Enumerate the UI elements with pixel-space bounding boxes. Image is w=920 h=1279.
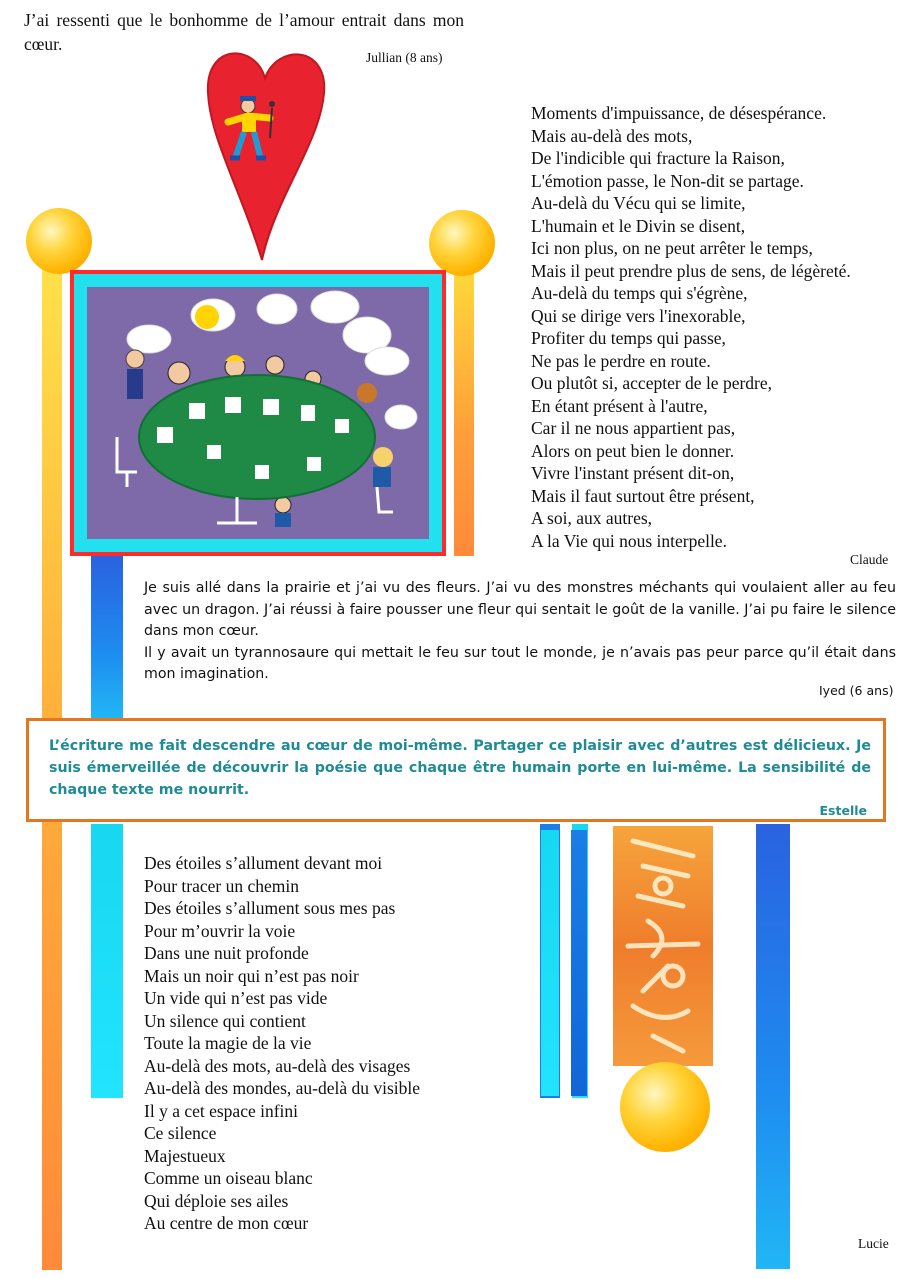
poem-line: Pour m’ouvrir la voie bbox=[144, 920, 296, 941]
poem-line: Au centre de mon cœur bbox=[144, 1213, 309, 1233]
poem-line: Ici non plus, on ne peut arrêter le temps, bbox=[531, 238, 813, 258]
drawing-frame-cyan-inner bbox=[87, 287, 429, 539]
poem-line: Qui se dirige vers l'inexorable, bbox=[531, 305, 746, 326]
claude-author: Claude bbox=[850, 552, 889, 567]
poem-line: Vivre l'instant présent dit-on, bbox=[531, 463, 735, 483]
julien-quote: J’ai ressenti que le bonhomme de l’amour entrait dans mon cœur. bbox=[24, 10, 464, 54]
lucie-author: Lucie bbox=[858, 1236, 889, 1251]
iyed-text bbox=[144, 578, 896, 686]
banner-letters-art bbox=[613, 826, 713, 1066]
cyan-bar-lower bbox=[91, 824, 123, 1098]
poem-line: A soi, aux autres, bbox=[531, 508, 653, 528]
poem-line: Un silence qui contient bbox=[144, 1010, 306, 1031]
poem-line: Comme un oiseau blanc bbox=[144, 1168, 313, 1188]
poem-line: Au-delà des mots, au-delà des visages bbox=[144, 1055, 411, 1076]
poem-line: Toute la magie de la vie bbox=[144, 1033, 312, 1053]
poem-line: Car il ne nous appartient pas, bbox=[531, 418, 736, 438]
poem-line: A la Vie qui nous interpelle. bbox=[531, 530, 727, 551]
poem-line: L'émotion passe, le Non-dit se partage. bbox=[531, 170, 804, 191]
heart-shape bbox=[208, 53, 324, 260]
poem-line: Ou plutôt si, accepter de le perdre, bbox=[531, 373, 773, 393]
lucie-poem bbox=[144, 852, 524, 1235]
right-gradient-bar bbox=[454, 250, 474, 556]
poem-line: Au-delà des mondes, au-delà du visible bbox=[144, 1078, 421, 1098]
orange-letter-banner bbox=[613, 826, 713, 1066]
poem-line: En étant présent à l'autre, bbox=[531, 395, 708, 416]
julien-author: Jullian (8 ans) bbox=[366, 50, 443, 65]
poem-line: Des étoiles s’allument sous mes pas bbox=[144, 898, 396, 918]
poem-line: De l'indicible qui fracture la Raison, bbox=[531, 148, 785, 168]
poem-line: Mais au-delà des mots, bbox=[531, 125, 693, 146]
estelle-box bbox=[26, 718, 886, 822]
claude-poem bbox=[531, 102, 911, 552]
estelle-author: Estelle bbox=[819, 803, 867, 818]
bottom-gold-ball bbox=[620, 1062, 710, 1152]
poem-line: Mais il peut prendre plus de sens, de légèreté. bbox=[531, 260, 851, 281]
estelle-text: L’écriture me fait descendre au cœur de moi-même. Partager ce plaisir avec d’autres est délicieux. Je suis émerveillée de découvrir la poésie que chaque être humain porte en lui-même. La sensibilité de chaque texte me nourrit. bbox=[49, 738, 871, 798]
poem-line: Au-delà du temps qui s'égrène, bbox=[531, 283, 748, 303]
poem-line: Ce silence bbox=[144, 1123, 217, 1143]
poem-line: Mais un noir qui n’est pas noir bbox=[144, 965, 359, 986]
poem-line: Des étoiles s’allument devant moi bbox=[144, 853, 383, 873]
blue-bar-right bbox=[756, 824, 790, 1269]
right-gold-ball bbox=[429, 210, 495, 276]
green-table bbox=[139, 375, 375, 499]
drawing-frame-red bbox=[70, 270, 446, 556]
blue-bar-upper bbox=[91, 556, 123, 718]
poem-line: Alors on peut bien le donner. bbox=[531, 440, 735, 461]
poem-line: Qui déploie ses ailes bbox=[144, 1190, 289, 1211]
blue-bar-thin bbox=[571, 830, 587, 1096]
poem-line: Il y a cet espace infini bbox=[144, 1100, 299, 1121]
poem-line: Un vide qui n’est pas vide bbox=[144, 988, 328, 1008]
poem-line: Majestueux bbox=[144, 1145, 226, 1166]
poem-line: Mais il faut surtout être présent, bbox=[531, 485, 755, 506]
iyed-author: Iyed (6 ans) bbox=[819, 683, 894, 698]
table-drawing bbox=[87, 287, 429, 539]
iyed-paragraph-1: Je suis allé dans la prairie et j’ai vu des fleurs. J’ai vu des monstres méchants qui voulaient aller au feu avec un dragon. J’ai réussi à faire pousser une fleur qui sentait le goût de la vanille. J’ai pu faire le silence dans mon cœur. bbox=[144, 580, 896, 639]
left-gold-ball bbox=[26, 208, 92, 274]
poem-line: L'humain et le Divin se disent, bbox=[531, 215, 746, 236]
poem-line: Profiter du temps qui passe, bbox=[531, 328, 726, 348]
heart-drawing bbox=[200, 38, 330, 262]
poem-line: Moments d'impuissance, de désespérance. bbox=[531, 103, 827, 123]
poem-line: Pour tracer un chemin bbox=[144, 875, 300, 896]
cyan-bar-thin bbox=[541, 830, 559, 1096]
poem-line: Ne pas le perdre en route. bbox=[531, 350, 711, 371]
iyed-paragraph-2: Il y avait un tyrannosaure qui mettait le feu sur tout le monde, je n’avais pas peur parce qu’il était dans mon imagination. bbox=[144, 644, 896, 682]
poem-line: Dans une nuit profonde bbox=[144, 943, 309, 963]
poem-line: Au-delà du Vécu qui se limite, bbox=[531, 193, 746, 213]
